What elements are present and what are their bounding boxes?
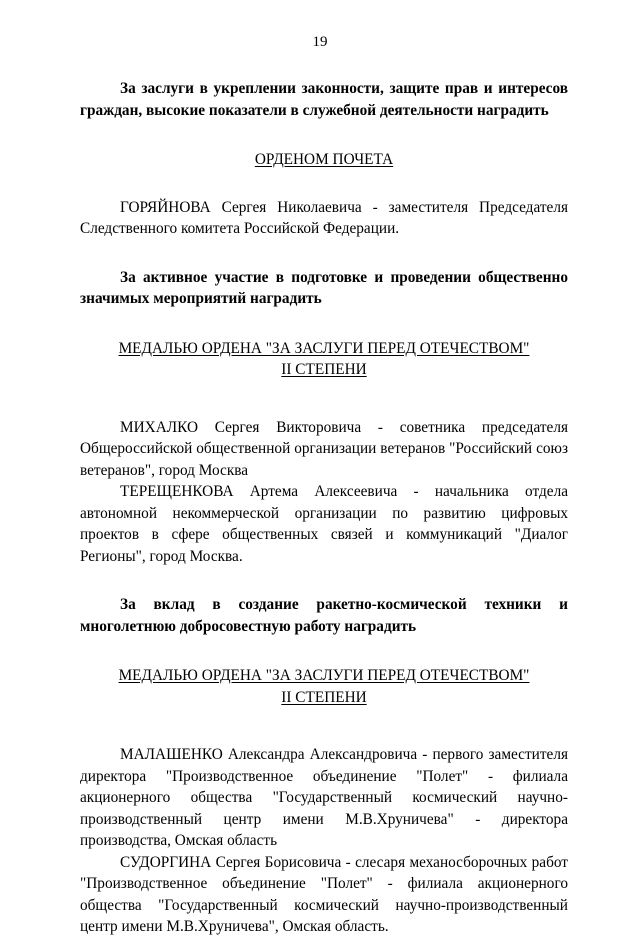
recipient-entry: МИХАЛКО Сергея Викторовича - советника председателя Общероссийской общественной организации ветеранов "Российский союз ветеранов", город Москва [80,418,568,479]
section-heading: За активное участие в подготовке и проведении общественно значимых мероприятий наградить [80,268,568,307]
award-title [80,149,568,171]
section-heading: За вклад в создание ракетно-космической техники и многолетнюю добросовестную работу наградить [80,596,568,635]
award-title-line: ОРДЕНОМ ПОЧЕТА [254,151,394,168]
recipient-entry: ТЕРЕЩЕНКОВА Артема Алексеевича - начальника отдела автономной некоммерческой организации по развитию цифровых проектов в сфере общественных связей и коммуникаций "Диалог Регионы", город Москва. [80,483,568,565]
recipient-entry: ГОРЯЙНОВА Сергея Николаевича - заместителя Председателя Следственного комитета Российской Федерации. [80,198,568,237]
award-title [80,665,568,708]
decree-body [80,78,568,938]
page-number: 19 [312,34,328,50]
award-title-line: МЕДАЛЬЮ ОРДЕНА "ЗА ЗАСЛУГИ ПЕРЕД ОТЕЧЕСТВОМ" [118,667,530,684]
section-heading: За заслуги в укреплении законности, защите прав и интересов граждан, высокие показатели в служебной деятельности наградить [80,80,568,119]
award-title-line: II СТЕПЕНИ [281,361,367,378]
recipient-entry: МАЛАШЕНКО Александра Александровича - первого заместителя директора "Производственное объединение "Полет" - филиала акционерного общества "Государственный космический научно-производственный центр имени М.В.Хруничева" - директора производства, Омская область [80,746,568,849]
award-title [80,338,568,381]
award-title-line: II СТЕПЕНИ [281,688,367,706]
award-title-line: МЕДАЛЬЮ ОРДЕНА "ЗА ЗАСЛУГИ ПЕРЕД ОТЕЧЕСТВОМ" [118,339,530,357]
recipient-entry: СУДОРГИНА Сергея Борисовича - слесаря механосборочных работ "Производственное объединение "Полет" - филиала акционерного общества "Государственный космический научно-производственный центр имени М.В.Хруничева", Омская область. [80,853,568,935]
